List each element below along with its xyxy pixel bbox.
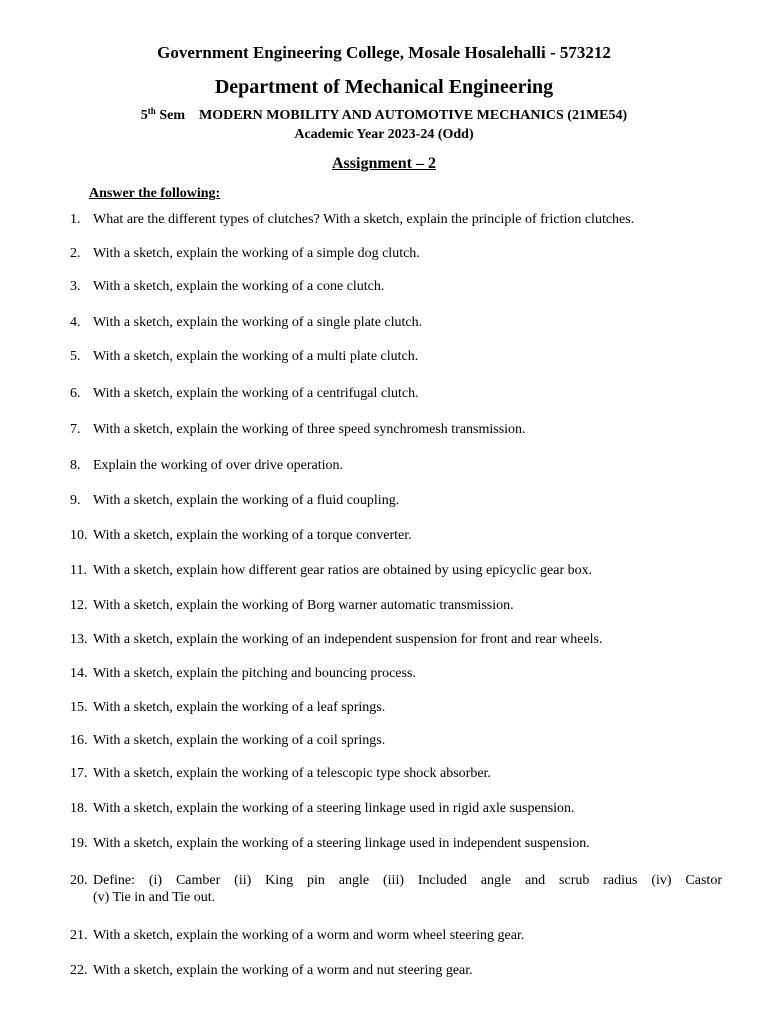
academic-year: Academic Year 2023-24 (Odd) — [294, 127, 474, 142]
question-item — [70, 962, 722, 979]
question-item — [70, 597, 722, 614]
question-number: 2. — [70, 246, 81, 261]
assignment-title: Assignment – 2 — [331, 155, 436, 172]
question-item — [70, 835, 722, 852]
question-item — [70, 492, 722, 509]
semester-suffix: th — [147, 106, 156, 116]
question-text: With a sketch, explain the working of a cone clutch. — [93, 279, 385, 294]
question-number: 15. — [70, 700, 88, 715]
question-item — [70, 872, 722, 906]
question-text: With a sketch, explain the working of a steering linkage used in rigid axle suspension. — [93, 801, 575, 816]
question-item — [70, 665, 722, 682]
question-text: With a sketch, explain the working of Borg warner automatic transmission. — [93, 598, 514, 613]
question-number: 7. — [70, 422, 81, 437]
question-item — [70, 765, 722, 782]
question-item — [70, 527, 722, 544]
question-number: 5. — [70, 349, 81, 364]
question-text: With a sketch, explain the working of an independent suspension for front and rear wheels. — [93, 632, 603, 647]
question-text: With a sketch, explain the working of a centrifugal clutch. — [93, 386, 419, 401]
question-item — [70, 732, 722, 749]
question-text: With a sketch, explain the working of a simple dog clutch. — [93, 246, 420, 261]
question-item — [70, 385, 722, 402]
question-number: 12. — [70, 598, 88, 613]
question-text: Explain the working of over drive operation. — [93, 458, 343, 473]
question-item — [70, 927, 722, 944]
question-number: 3. — [70, 279, 81, 294]
question-text: With a sketch, explain the working of a coil springs. — [93, 733, 386, 748]
question-number: 6. — [70, 386, 81, 401]
question-number: 8. — [70, 458, 81, 473]
question-item — [70, 421, 722, 438]
question-text: With a sketch, explain the working of a worm and worm wheel steering gear. — [93, 928, 525, 943]
semester-number: 5 — [140, 108, 148, 123]
question-text: With a sketch, explain the working of a fluid coupling. — [93, 493, 400, 508]
question-item — [70, 245, 722, 262]
question-item — [70, 457, 722, 474]
question-item — [70, 631, 722, 648]
question-number: 13. — [70, 632, 88, 647]
question-item — [70, 278, 722, 295]
question-number: 21. — [70, 928, 88, 943]
question-number: 20. — [70, 873, 88, 888]
question-number: 9. — [70, 493, 81, 508]
question-item — [70, 562, 722, 579]
question-text: Define: (i) Camber (ii) King pin angle (iii) Included angle and scrub radius (iv) Castor — [93, 873, 722, 888]
question-number: 19. — [70, 836, 88, 851]
question-text: With a sketch, explain the working of a single plate clutch. — [93, 315, 423, 330]
question-text: With a sketch, explain how different gear ratios are obtained by using epicyclic gear box. — [93, 563, 593, 578]
question-number: 1. — [70, 212, 81, 227]
question-text: What are the different types of clutches? With a sketch, explain the principle of friction clutches. — [93, 212, 635, 227]
semester-word: Sem — [159, 108, 185, 123]
question-text: With a sketch, explain the working of a telescopic type shock absorber. — [93, 766, 491, 781]
course-line — [0, 106, 768, 123]
question-number: 14. — [70, 666, 88, 681]
question-number: 10. — [70, 528, 88, 543]
question-text: With a sketch, explain the working of a steering linkage used in independent suspension. — [93, 836, 590, 851]
question-item — [70, 348, 722, 365]
question-number: 16. — [70, 733, 88, 748]
question-text: With a sketch, explain the working of a leaf springs. — [93, 700, 386, 715]
department-name: Department of Mechanical Engineering — [214, 76, 554, 98]
question-text: With a sketch, explain the pitching and bouncing process. — [93, 666, 416, 681]
question-number: 22. — [70, 963, 88, 978]
question-item — [70, 800, 722, 817]
question-item — [70, 314, 722, 331]
college-name: Government Engineering College, Mosale Hosalehalli - 573212 — [157, 43, 611, 62]
question-item — [70, 211, 722, 228]
question-text: With a sketch, explain the working of a torque converter. — [93, 528, 412, 543]
question-text: With a sketch, explain the working of three speed synchromesh transmission. — [93, 422, 526, 437]
course-title: MODERN MOBILITY AND AUTOMOTIVE MECHANICS (21ME54) — [198, 108, 628, 123]
question-number: 18. — [70, 801, 88, 816]
question-number: 11. — [70, 563, 87, 578]
question-number: 4. — [70, 315, 81, 330]
question-text: With a sketch, explain the working of a multi plate clutch. — [93, 349, 419, 364]
question-text-continuation: (v) Tie in and Tie out. — [93, 890, 216, 905]
question-text: With a sketch, explain the working of a worm and nut steering gear. — [93, 963, 473, 978]
question-number: 17. — [70, 766, 88, 781]
question-item — [70, 699, 722, 716]
instruction-heading: Answer the following: — [89, 186, 221, 201]
semester — [141, 108, 185, 123]
